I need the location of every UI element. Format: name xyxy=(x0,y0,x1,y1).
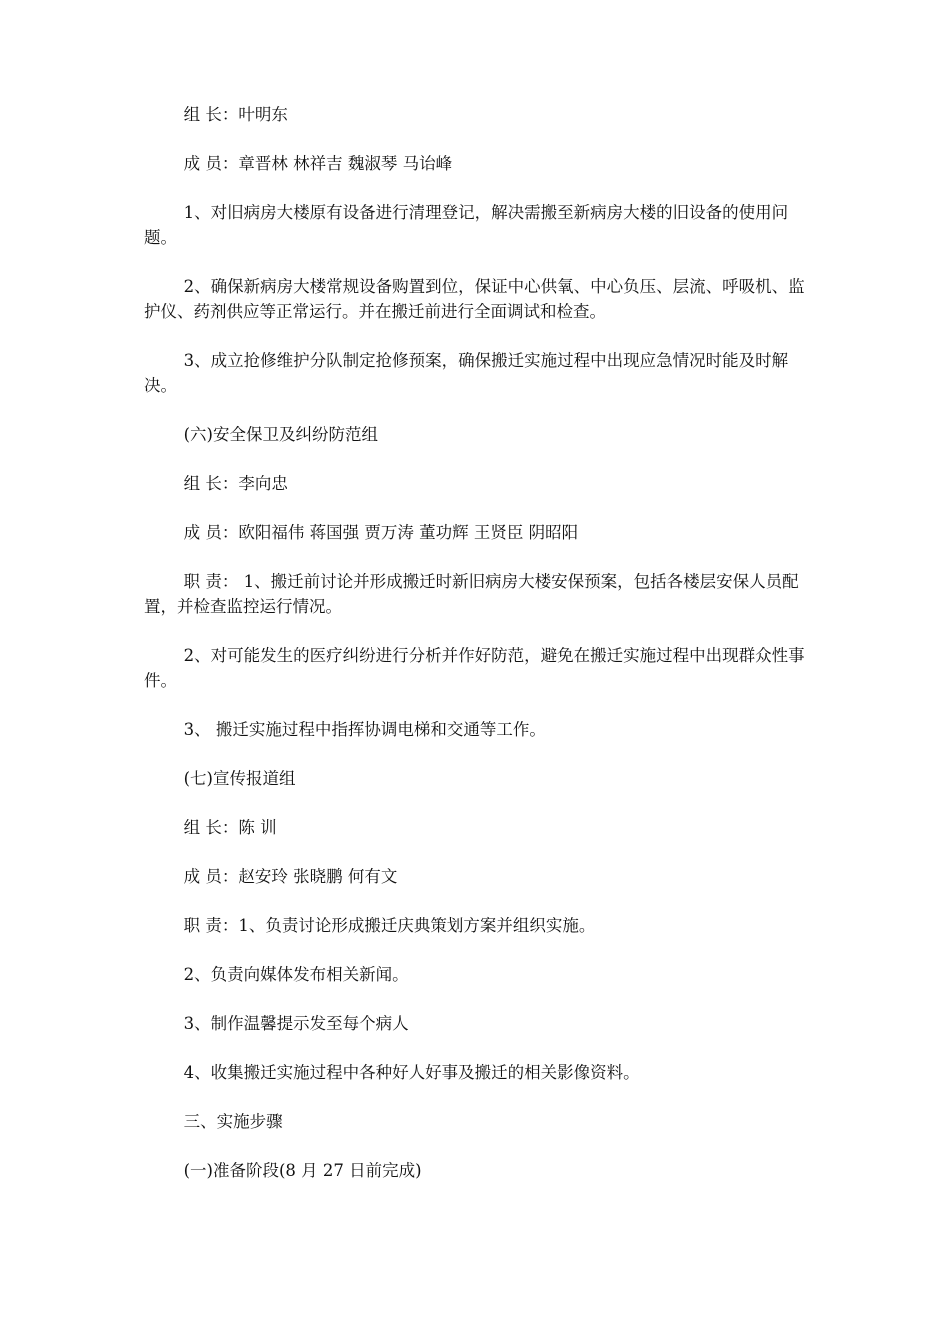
duty-item: 1、对旧病房大楼原有设备进行清理登记，解决需搬至新病房大楼的旧设备的使用问题。 xyxy=(144,203,789,247)
duty-item: 2、负责向媒体发布相关新闻。 xyxy=(183,965,409,984)
duty-item: 职 责：1、负责讨论形成搬迁庆典策划方案并组织实施。 xyxy=(183,916,596,935)
duty-item: 职 责： 1、搬迁前讨论并形成搬迁时新旧病房大楼安保预案，包括各楼层安保人员配置，并检查监控运行情况。 xyxy=(144,572,799,616)
group-members-line: 成 员：欧阳福伟 蒋国强 贾万涛 董功辉 王贤臣 阴昭阳 xyxy=(183,523,579,542)
group-leader-line: 组 长：叶明东 xyxy=(183,105,288,124)
duty-item: 3、制作温馨提示发至每个病人 xyxy=(183,1014,409,1033)
duty-item: 2、对可能发生的医疗纠纷进行分析并作好防范，避免在搬迁实施过程中出现群众性事件。 xyxy=(144,646,805,690)
section-heading: (七)宣传报道组 xyxy=(183,769,296,788)
section-heading: (一)准备阶段(8 月 27 日前完成) xyxy=(183,1161,422,1180)
duty-item: 3、成立抢修维护分队制定抢修预案，确保搬迁实施过程中出现应急情况时能及时解决。 xyxy=(144,351,789,395)
section-heading: (六)安全保卫及纠纷防范组 xyxy=(183,425,378,444)
duty-item: 3、 搬迁实施过程中指挥协调电梯和交通等工作。 xyxy=(183,720,546,739)
group-leader-line: 组 长：李向忠 xyxy=(183,474,288,493)
group-members-line: 成 员：章晋林 林祥吉 魏淑琴 马诒峰 xyxy=(183,154,453,173)
duty-item: 2、确保新病房大楼常规设备购置到位，保证中心供氧、中心负压、层流、呼吸机、监护仪、药剂供应等正常运行。并在搬迁前进行全面调试和检查。 xyxy=(144,277,805,321)
duty-item: 4、收集搬迁实施过程中各种好人好事及搬迁的相关影像资料。 xyxy=(183,1063,640,1082)
group-leader-line: 组 长：陈 训 xyxy=(183,818,277,837)
document-body xyxy=(144,102,810,1207)
chapter-heading: 三、实施步骤 xyxy=(183,1112,283,1131)
group-members-line: 成 员：赵安玲 张晓鹏 何有文 xyxy=(183,867,398,886)
